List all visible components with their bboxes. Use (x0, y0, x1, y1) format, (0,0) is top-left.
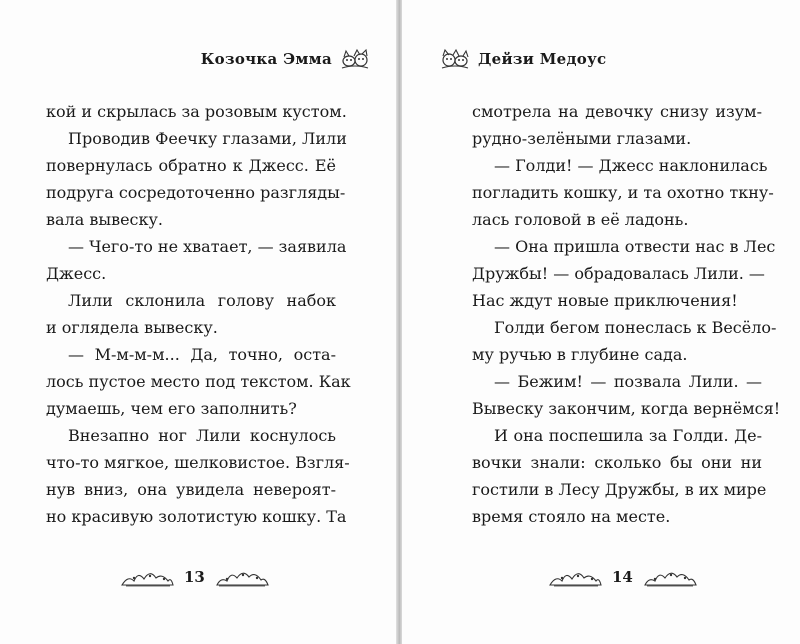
left-running-header (201, 44, 370, 74)
text-line: вала вывеску. (46, 210, 164, 229)
text-line: но красивую золотистую кошку. Та (46, 507, 347, 526)
animal-ornament-icon (643, 565, 697, 589)
text-line: кой и скрылась за розовым кустом. (46, 102, 347, 121)
text-line: Дружбы! — обрадовалась Лили. — (472, 264, 765, 283)
left-page-footer (120, 562, 269, 592)
text-line: — Она пришла отвести нас в Лес (494, 237, 776, 256)
text-line: лась головой в её ладонь. (472, 210, 689, 229)
right-page-footer (548, 562, 697, 592)
right-running-header (440, 44, 606, 74)
text-line: Вывеску закончим, когда вернёмся! (472, 399, 781, 418)
text-line: Голди бегом понеслась к Весёло- (494, 318, 777, 337)
text-line: что-то мягкое, шелковистое. Взгля- (46, 453, 350, 472)
left-page (0, 0, 398, 644)
fairy-animals-vignette-icon (340, 48, 370, 70)
text-line: — М-м-м-м... Да, точно, оста- (68, 345, 336, 364)
text-line: Внезапно ног Лили коснулось (68, 426, 336, 445)
right-page-text (472, 98, 781, 530)
right-page-number: 14 (612, 568, 633, 586)
text-line: — Голди! — Джесс наклонилась (494, 156, 768, 175)
text-line: рудно-зелёными глазами. (472, 129, 692, 148)
text-line: смотрела на девочку снизу изум- (472, 102, 762, 121)
text-line: Лили склонила голову набок (68, 291, 336, 310)
left-header-title: Козочка Эмма (200, 50, 332, 68)
animal-ornament-icon (120, 565, 174, 589)
text-line: нув вниз, она увидела невероят- (46, 480, 336, 499)
text-line: — Чего-то не хватает, — заявила (68, 237, 347, 256)
text-line: И она поспешила за Голди. Де- (494, 426, 762, 445)
text-line: время стояло на месте. (472, 507, 671, 526)
left-page-text (46, 98, 351, 530)
left-page-number: 13 (184, 568, 205, 586)
animal-ornament-icon (215, 565, 269, 589)
right-header-title: Дейзи Медоус (478, 50, 607, 68)
text-line: погладить кошку, и та охотно ткну- (472, 183, 774, 202)
text-line: подруга сосредоточенно разгляды- (46, 183, 346, 202)
text-line: думаешь, чем его заполнить? (46, 399, 297, 418)
text-line: и оглядела вывеску. (46, 318, 218, 337)
text-line: Проводив Феечку глазами, Лили (68, 129, 347, 148)
text-line: Джесс. (46, 264, 107, 283)
text-line: лось пустое место под текстом. Как (46, 372, 351, 391)
text-line: вочки знали: сколько бы они ни (472, 453, 762, 472)
text-line: — Бежим! — позвала Лили. — (494, 372, 762, 391)
text-line: му ручью в глубине сада. (472, 345, 688, 364)
text-line: гостили в Лесу Дружбы, в их мире (472, 480, 767, 499)
animal-ornament-icon (548, 565, 602, 589)
text-line: Нас ждут новые приключения! (472, 291, 738, 310)
fairy-animals-vignette-icon (440, 48, 470, 70)
right-page (402, 0, 800, 644)
text-line: повернулась обратно к Джесс. Её (46, 156, 336, 175)
